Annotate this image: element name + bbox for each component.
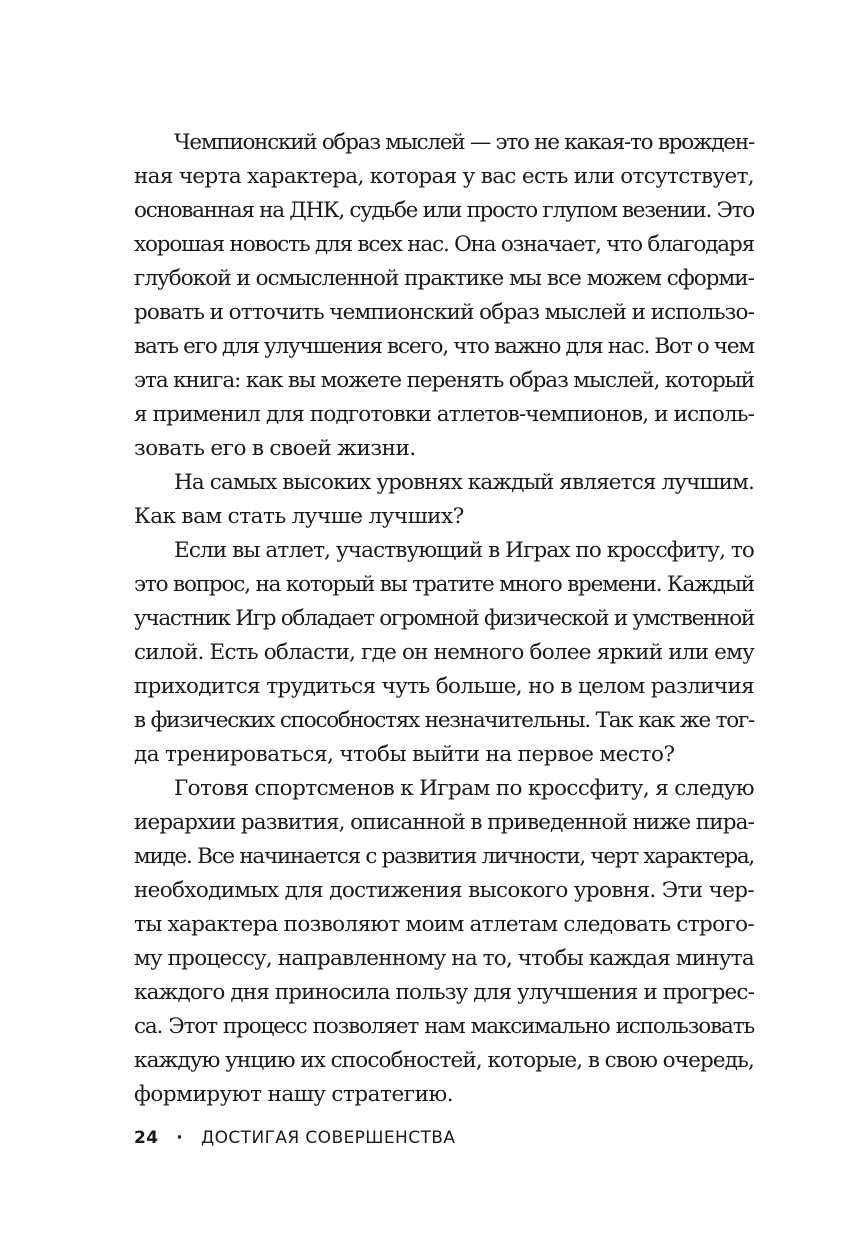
text-line: силой. Есть области, где он немного более яркий или ему [134, 640, 754, 665]
text-line: приходится трудиться чуть больше, но в целом различия [134, 674, 754, 699]
text-line: са. Этот процесс позволяет нам максимально использовать [134, 1014, 754, 1039]
page-body [134, 126, 754, 1112]
text-line: зовать его в своей жизни. [134, 436, 416, 461]
paragraph-4 [134, 772, 754, 1112]
text-line: Как вам стать лучше лучших? [134, 504, 464, 529]
text-line: основанная на ДНК, судьбе или просто глупом везении. Это [134, 198, 754, 223]
page-footer [134, 1128, 455, 1148]
text-line: иерархии развития, описанной в приведенной ниже пира- [134, 810, 754, 835]
paragraph-2 [134, 466, 754, 534]
text-line: участник Игр обладает огромной физической и умственной [134, 606, 754, 631]
text-line: миде. Все начинается с развития личности, черт характера, [134, 844, 754, 869]
text-line: Готовя спортсменов к Играм по кроссфиту, я следую [174, 776, 754, 801]
text-line: хорошая новость для всех нас. Она означает, что благодаря [134, 232, 754, 257]
text-line: ты характера позволяют моим атлетам следовать строго- [134, 912, 754, 937]
text-line: му процессу, направленному на то, чтобы каждая минута [134, 946, 754, 971]
text-line: Если вы атлет, участвующий в Играх по кроссфиту, то [174, 538, 754, 563]
text-line: ная черта характера, которая у вас есть или отсутствует, [134, 164, 754, 189]
text-line: формируют нашу стратегию. [134, 1082, 454, 1107]
text-line: каждого дня приносила пользу для улучшения и прогрес- [134, 980, 754, 1005]
text-line: это вопрос, на который вы тратите много времени. Каждый [134, 572, 754, 597]
text-line: вать его для улучшения всего, что важно для нас. Вот о чем [134, 334, 754, 359]
text-line: необходимых для достижения высокого уровня. Эти чер- [134, 878, 754, 903]
text-line: ровать и отточить чемпионский образ мыслей и использо- [134, 300, 754, 325]
text-line: в физических способностях незначительны. Так как же тог- [134, 708, 754, 733]
text-line: я применил для подготовки атлетов-чемпионов, и исполь- [134, 402, 754, 427]
running-title: ДОСТИГАЯ СОВЕРШЕНСТВА [200, 1128, 456, 1148]
page-number: 24 [134, 1128, 159, 1148]
paragraph-1 [134, 126, 754, 466]
text-line: глубокой и осмысленной практике мы все можем сформи- [134, 266, 754, 291]
text-line: да тренироваться, чтобы выйти на первое место? [134, 742, 675, 767]
footer-separator: · [176, 1128, 184, 1148]
paragraph-3 [134, 534, 754, 772]
text-line: эта книга: как вы можете перенять образ мыслей, который [134, 368, 754, 393]
text-line: Чемпионский образ мыслей — это не какая-то врожден- [174, 130, 754, 155]
text-line: На самых высоких уровнях каждый является лучшим. [174, 470, 754, 495]
text-line: каждую унцию их способностей, которые, в свою очередь, [134, 1048, 754, 1073]
